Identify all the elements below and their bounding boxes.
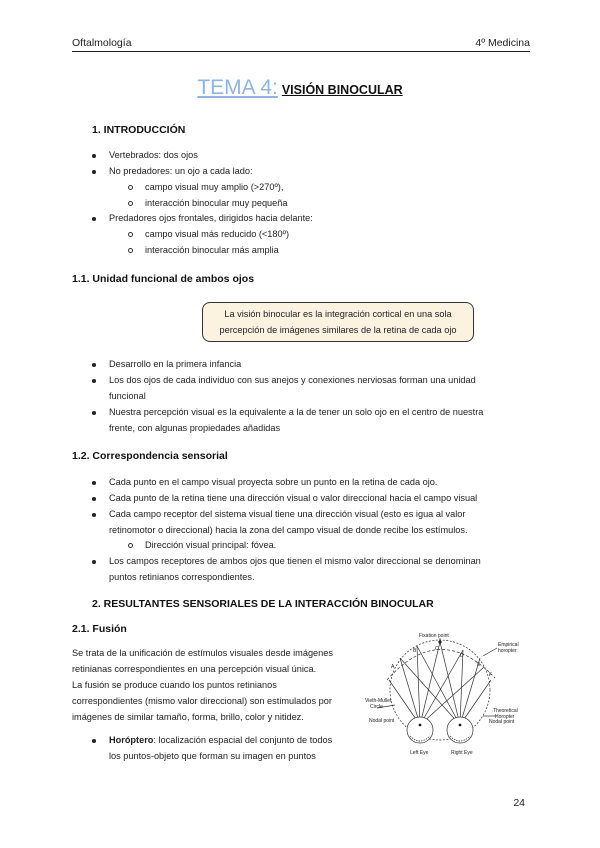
left-eye [407,717,433,743]
right-nodal-point [459,724,462,727]
list-item-continuation: los puntos-objeto que forman su imagen en puntos [109,751,316,761]
sub-bullet-circle [128,185,133,190]
list-item-horoptero [109,732,332,748]
bullet-dot [92,560,96,564]
sight-line [420,668,483,725]
sub-bullet-circle [128,232,133,237]
list-item: Cada punto de la retina tiene una dirección visual o valor direccional hacia el campo visual [109,493,478,503]
page-title [0,76,600,100]
sight-line [460,658,480,725]
label-right-eye: Right Eye [451,750,473,756]
sight-line [417,646,420,725]
label-theoretical-horopter: Horopter [495,714,515,720]
paragraph-line: correspondientes (mismo valor direccional) son estimulados por [72,696,332,706]
bullet-dot [92,170,96,174]
list-item: campo visual muy amplio (>270º), [145,182,284,192]
list-item: interacción binocular muy pequeña [145,198,288,208]
list-item: Los dos ojos de cada individuo con sus anejos y conexiones nerviosas forman una unidad [109,375,476,385]
section-correspondencia-heading: 1.2. Correspondencia sensorial [72,450,228,462]
horoptero-term: Horóptero [109,735,154,745]
paragraph-line: Se trata de la unificación de estímulos visuales desde imágenes [72,648,333,658]
sight-line [400,658,420,725]
bullet-dot [92,411,96,415]
bullet-dot [92,481,96,485]
bullet-dot [92,513,96,517]
label-fixation-point: Fixation point [419,633,449,639]
list-item-continuation: puntos retinianos correspondientes. [109,572,255,582]
bullet-dot [92,217,96,221]
sub-bullet-circle [128,543,133,548]
list-item: interacción binocular más amplia [145,245,279,255]
list-item: Predadores ojos frontales, dirigidos hacia delante: [109,213,313,223]
list-item-continuation: funcional [109,391,146,401]
point-label: A [391,664,395,670]
label-nodal-right: Nodal point [489,719,515,725]
list-item: Vertebrados: dos ojos [109,150,198,160]
list-item: No predadores: un ojo a cada lado: [109,166,253,176]
section-unidad-funcional-heading: 1.1. Unidad funcional de ambos ojos [72,273,255,285]
list-item-continuation: retinomotor o direccional) hacia la zona del campo visual de donde recibe los estímulos. [109,525,468,535]
list-item: Dirección visual principal: fóvea. [145,540,277,550]
paragraph-line: La fusión se produce cuando los puntos retinianos [72,680,277,690]
sight-line [460,650,463,725]
title-text: VISIÓN BINOCULAR [281,83,403,97]
label-theoretical: Theoretical [493,708,518,714]
horopter-diagram [365,630,530,760]
header-course: 4º Medicina [475,37,530,49]
label-horopter: horopter [498,648,517,654]
section-introduccion-heading: 1. INTRODUCCIÓN [92,124,186,136]
paragraph-line: retinianas correspondientes en una percepción visual única. [72,664,317,674]
label-circle: Circle [370,704,383,710]
point-label: D [460,653,464,659]
point-label: C [435,646,439,652]
section-resultantes-heading: 2. RESULTANTES SENSORIALES DE LA INTERACCIÓN BINOCULAR [92,598,434,610]
title-number: TEMA 4: [197,76,278,99]
point-label: E [477,662,481,668]
bullet-dot [92,739,96,743]
sub-bullet-circle [128,201,133,206]
header-subject: Oftalmología [72,37,132,49]
header-divider [72,51,530,52]
sub-bullet-circle [128,248,133,253]
empirical-pointer [483,648,497,656]
sight-line [400,658,460,725]
list-item: Cada campo receptor del sistema visual tiene una dirección visual (esto es igua al valor [109,509,466,519]
sight-line [440,642,460,725]
bullet-dot [92,497,96,501]
point-label: B [413,648,417,654]
label-empirical: Empirical [498,642,519,648]
left-nodal-point [419,724,422,727]
label-left-eye: Left Eye [410,750,429,756]
list-item: Cada punto en el campo visual proyecta sobre un punto en la retina de cada ojo. [109,477,438,487]
list-item: Los campos receptores de ambos ojos que tienen el mismo valor direccional se denominan [109,556,481,566]
horoptero-definition: : localización espacial del conjunto de todos [153,735,333,745]
right-eye [447,717,473,743]
list-item: Nuestra percepción visual es la equivalente a la de tener un solo ojo en el centro de nuestra [109,407,484,417]
label-nodal-left: Nodal point [369,718,395,724]
section-fusion-heading: 2.1. Fusión [72,623,127,635]
definition-box [202,302,474,342]
list-item: Desarrollo en la primera infancia [109,359,242,369]
label-vieth: Vieth-Muller [365,698,392,704]
bullet-dot [92,154,96,158]
definition-line-2: percepción de imágenes similares de la retina de cada ojo [219,325,457,335]
paragraph-line: imágenes de similar tamaño, forma, brillo, color y nitidez. [72,712,304,722]
list-item: campo visual más reducido (<180º) [145,229,290,239]
page-number: 24 [513,797,525,809]
point-label: F [489,672,493,678]
definition-line-1: La visión binocular es la integración cortical en una sola [224,309,452,319]
fixation-point-marker [438,640,441,643]
list-item-continuation: frente, con algunas propiedades añadidas [109,423,281,433]
bullet-dot [92,363,96,367]
sight-line [417,646,460,725]
bullet-dot [92,379,96,383]
